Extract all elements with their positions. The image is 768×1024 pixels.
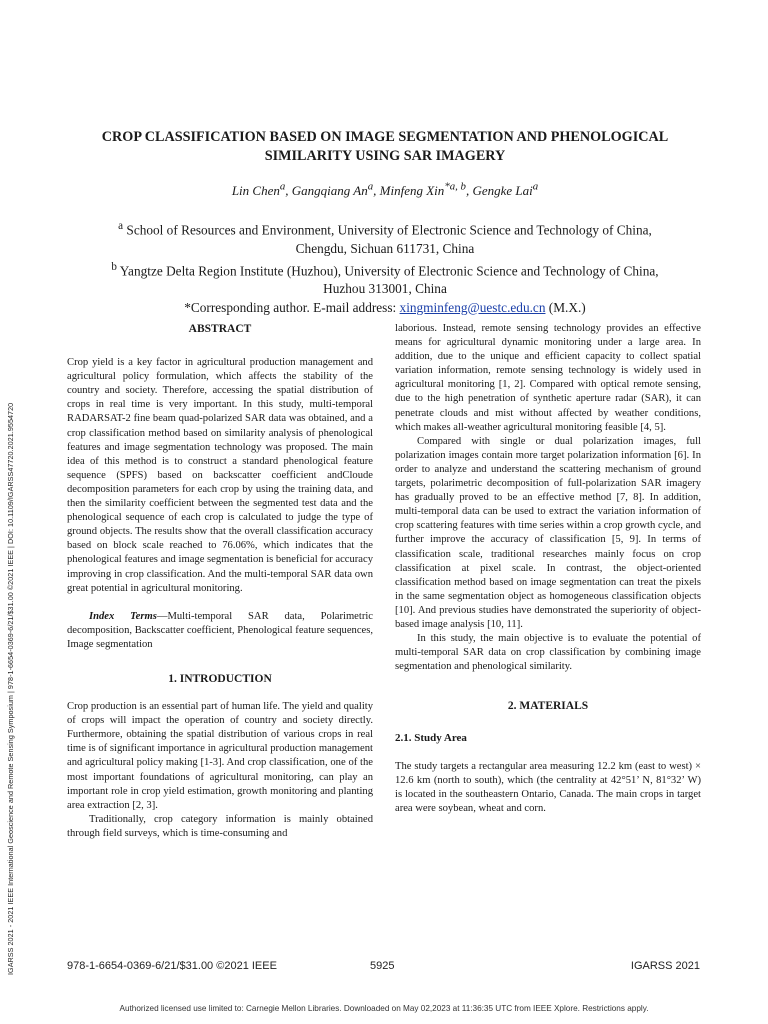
author: Gengke Lai$^a$ [472, 181, 539, 199]
affiliation-b-line-2: Huzhou 313001, China [323, 281, 447, 297]
affiliations [70, 217, 700, 317]
email-link[interactable]: xingminfeng@uestc.edu.cn [399, 299, 546, 315]
license-notice: Authorized licensed use limited to: Carnegie Mellon Libraries. Downloaded on May 02,2023 at 11:36:35 UTC from IEEE Xplore. Restrictions apply. [119, 1004, 649, 1013]
affiliation-a-line-2: Chengdu, Sichuan 611731, China [295, 240, 475, 256]
author-list [70, 181, 700, 199]
affiliation-b-line-1: $^b$ Yangtze Delta Region Institute (Huzhou), University of Electronic Science and Technology of China, [111, 260, 659, 279]
left-column [67, 322, 373, 841]
intro-paragraph-2: Traditionally, crop category information is mainly obtained through field surveys, which is time-consuming and [67, 813, 373, 839]
study-area-text: The study targets a rectangular area measuring 12.2 km (east to west) × 12.6 km (north to south), which (the centrality at 42°51’ N, 81°32’ W) is located in the southeastern Ontario, Canada. The main crops in target area were soybean, wheat and corn. [395, 760, 701, 814]
paper-title [70, 128, 700, 166]
title-line-1: CROP CLASSIFICATION BASED ON IMAGE SEGMENTATION AND PHENOLOGICAL [101, 129, 669, 145]
title-line-2: SIMILARITY USING SAR IMAGERY [264, 148, 506, 164]
corresponding-author: *Corresponding author. E-mail address: xingminfeng@uestc.edu.cn (M.X.) [184, 299, 586, 315]
abstract-text: Crop yield is a key factor in agricultural production management and agricultural policy formulation, which affects the stability of the country and society. Therefore, accessing the spatial distribution of crops in real time is very important. In this study, multi-temporal RADARSAT-2 fine beam quad-polarized SAR data was obtained, and a crop classification method based on similarity analysis of phenological features and image segmentation technology was proposed. The main idea of this method is to construct a standard phenological feature sequence (SPFS) based on backscatter coefficient andCloude decomposition parameters for each crop by using the training data, and then the similarity coefficient between the segmented test data and the phenological sequence of each crop is calculated to judge the type of ground objects. The results show that the overall classification accuracy based on block scale reached to 76.06%, which indicates that the phenological features and image segmentation is beneficial for accuracy improving in crop classification. And the multi-temporal SAR data own great potential in agricultural monitoring. [67, 357, 373, 594]
affiliation-a-line-1: $^a$ School of Resources and Environment, University of Electronic Science and Technology of China, [118, 220, 652, 238]
introduction-heading: 1. INTRODUCTION [168, 672, 272, 685]
sidebar-doi-text: IGARSS 2021 - 2021 IEEE International Geoscience and Remote Sensing Symposium | 978-1-6654-0369-6/21/$31.00 ©2021 IEEE | DOI: 10.1109/IGARSS47720.2021.9554720 [6, 402, 15, 975]
study-area-heading: 2.1. Study Area [395, 732, 467, 745]
index-terms: Index Terms—Multi-temporal SAR data, Polarimetric decomposition, Backscatter coefficient, Phenological feature sequences, Image segmentation [67, 610, 373, 650]
right-column [395, 322, 701, 816]
intro-paragraph-1: Crop production is an essential part of human life. The yield and quality of crops will impact the operation of country and society directly. Furthermore, obtaining the spatial distribution of various crops in real time is of significant importance in agricultural production management and agricultural policy making [1-3]. And crop classification, one of the most important foundations of agricultural monitoring, can play an important role in crop yield estimation, growth monitoring and planting area extraction [2, 3]. [67, 701, 373, 811]
author: Minfeng Xin$^{*a, b}$, [379, 181, 473, 199]
right-paragraph-3: In this study, the main objective is to evaluate the potential of multi-temporal SAR data on crop classification by combining image segmentation and phenological similarity. [395, 633, 701, 673]
footer-isbn: 978-1-6654-0369-6/21/$31.00 ©2021 IEEE [67, 960, 277, 972]
author: Lin Chen$^a$, [231, 181, 292, 199]
page-number: 5925 [370, 960, 395, 972]
abstract-heading: ABSTRACT [188, 323, 252, 335]
author: Gangqiang An$^a$, [291, 181, 380, 199]
materials-heading: 2. MATERIALS [507, 700, 589, 713]
right-paragraph-2: Compared with single or dual polarization images, full polarization images contain more target polarization information [6]. In order to analyze and understand the scattering mechanism of ground targets, polarimetric decomposition of full-polarization SAR imagery has gradually proved to be an effective method [7, 8]. In addition, multi-temporal data can be used to extract the variation information of crop scattering features with time series within a crop growth cycle, and further improve the accuracy of classification [5, 9]. In terms of classification scale, traditional researches mainly focus on crop classification at pixel scale. In contrast, the object-oriented classification method based on image segmentation can treat the pixels in the same segmentation object as homogeneous classification objects [10]. And previous studies have demonstrated the superiority of object-based image analysis [10, 11]. [395, 435, 701, 630]
footer-conference: IGARSS 2021 [630, 960, 700, 972]
right-paragraph-1: laborious. Instead, remote sensing technology provides an effective means for agricultural dynamic monitoring under a large area. In addition, due to the unique and efficient capacity to collect spatial variation information, remote sensing technology is widely used in agricultural monitoring [1, 2]. Compared with optical remote sensing, due to the high penetration of synthetic aperture radar (SAR), it can penetrate clouds and mist without affected by weather conditions, which makes all-weather agricultural monitoring feasible [4, 5]. [395, 323, 701, 433]
